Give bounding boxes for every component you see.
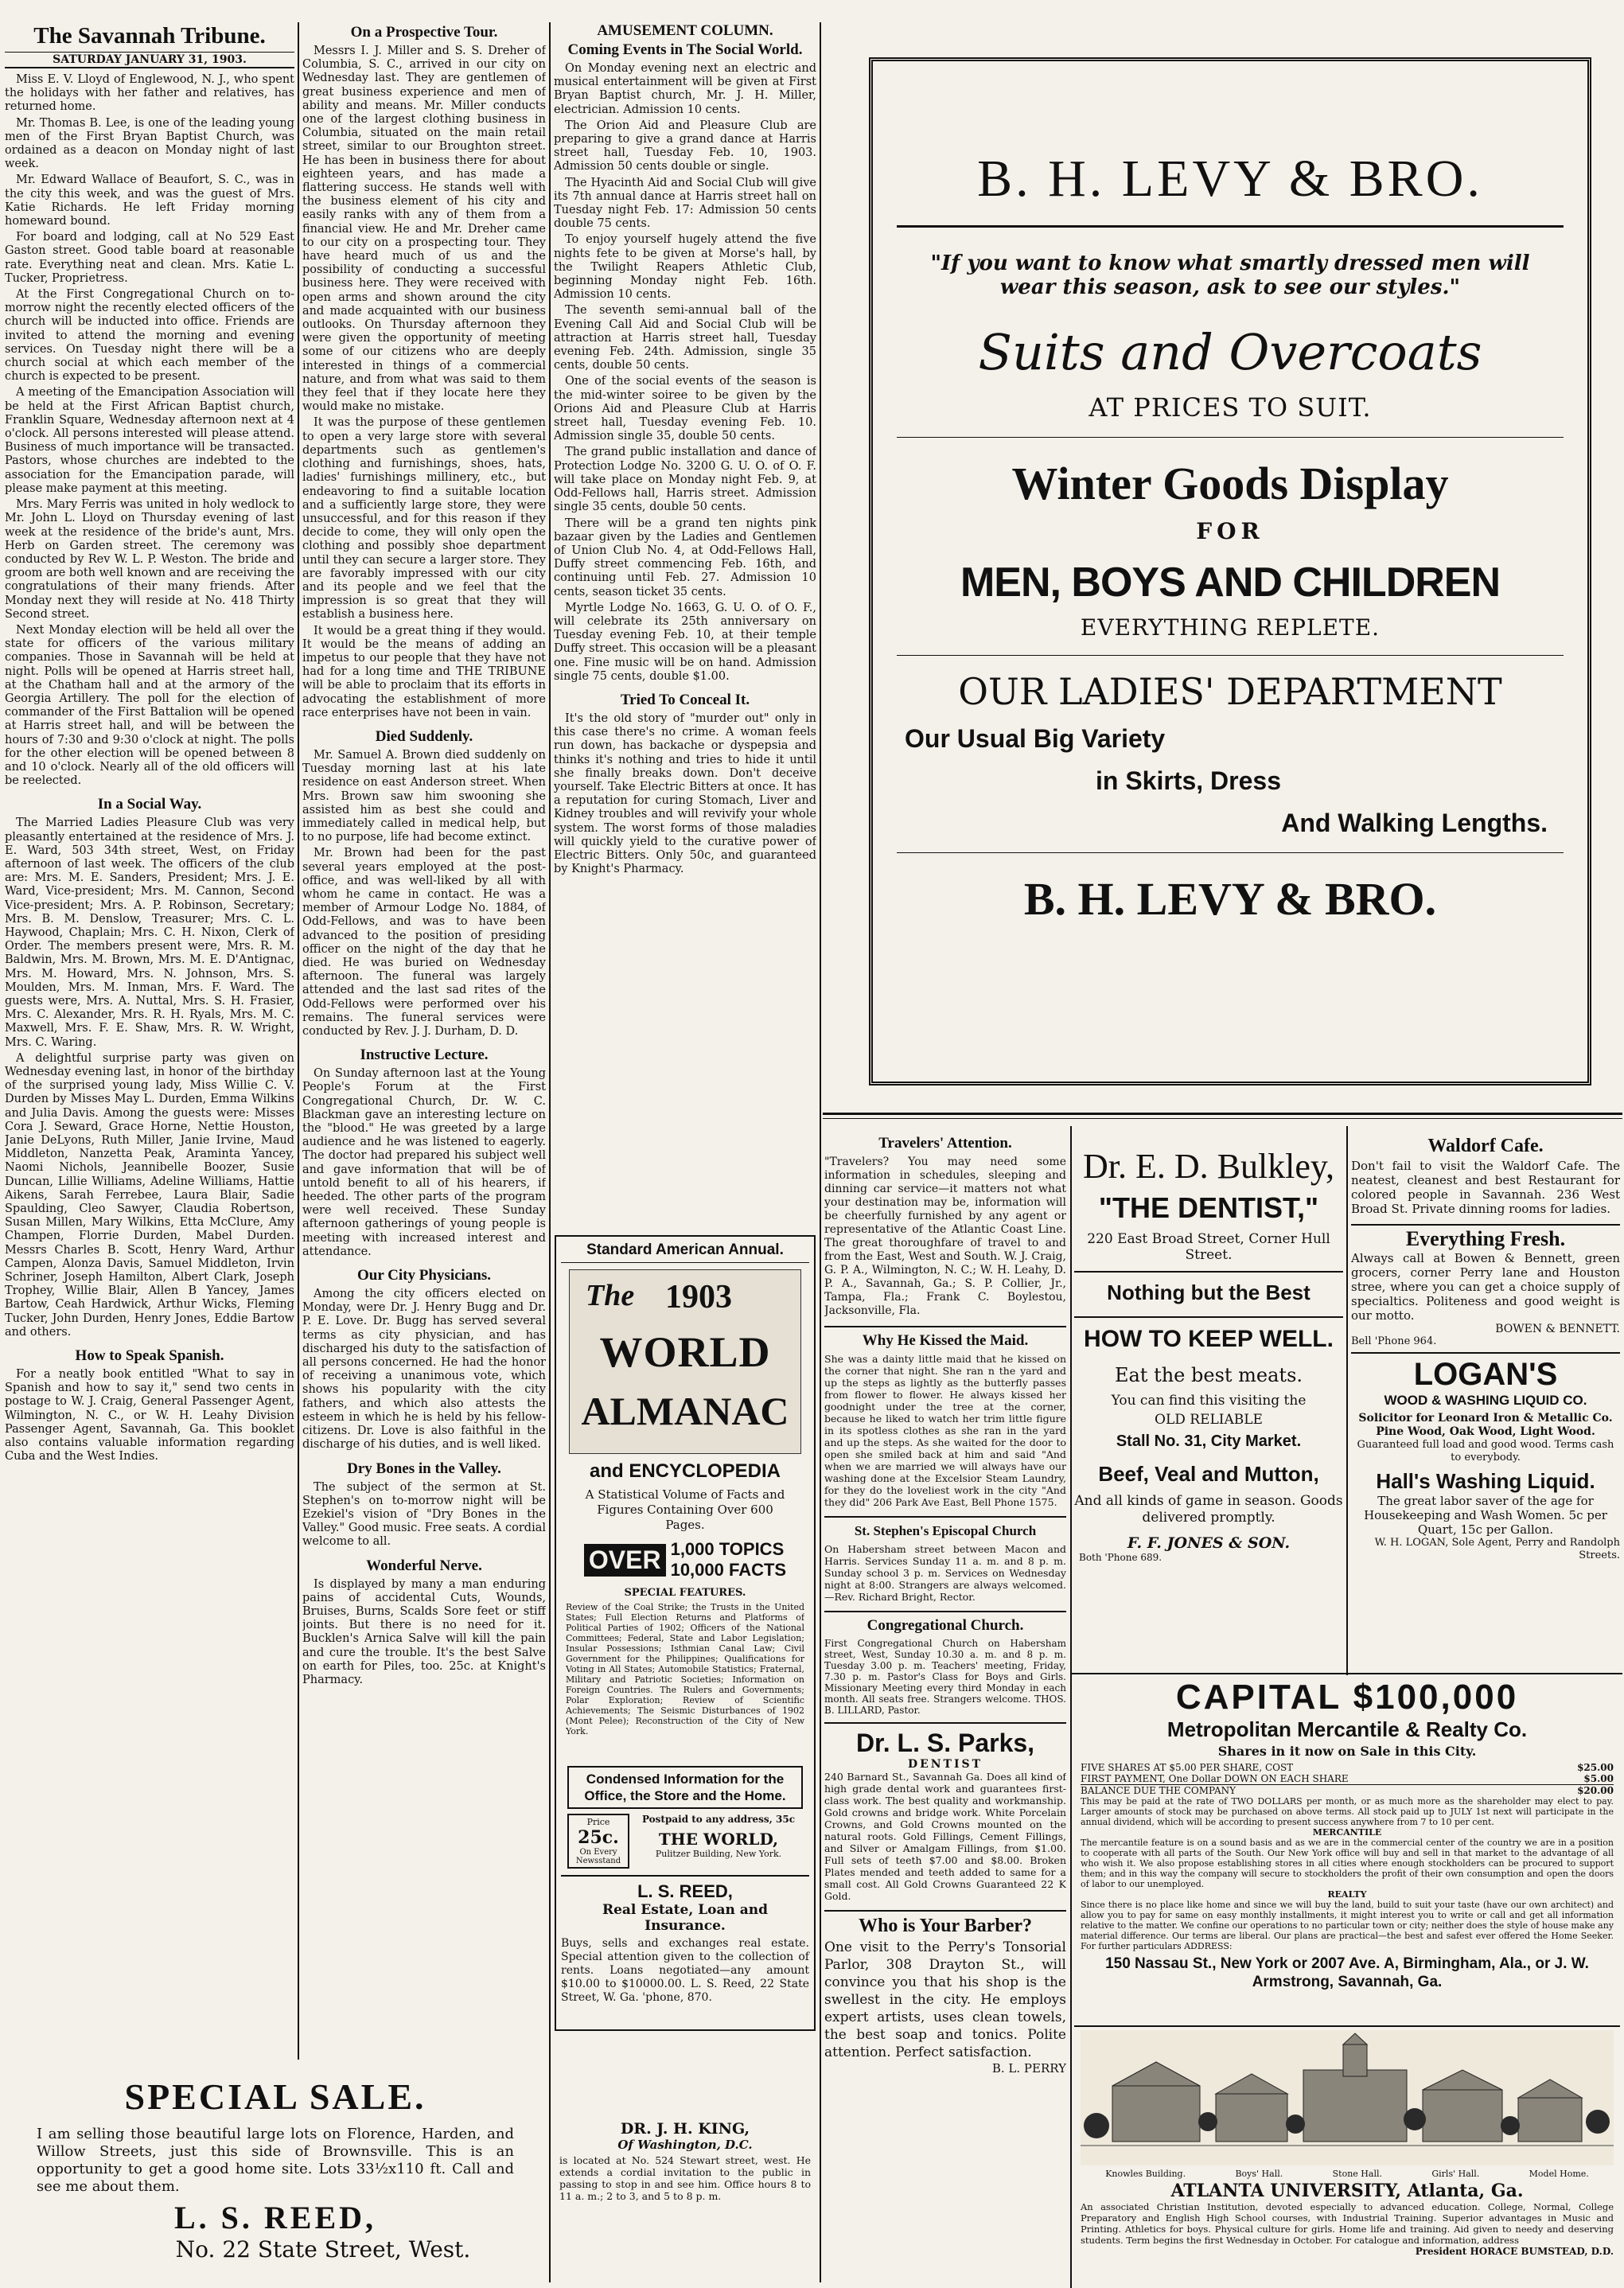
- news-item: Mr. Edward Wallace of Beaufort, S. C., was in the city this week, and was the guest of Mrs. Katie Richards. He left Friday morning homeward bound.: [5, 173, 294, 228]
- campus-caption: Girls' Hall.: [1431, 2169, 1480, 2179]
- congr-heading: Congregational Church.: [824, 1611, 1066, 1634]
- travel-heading: Travelers' Attention.: [878, 1135, 1012, 1152]
- article-paragraph: It's the old story of "murder out" only in this case there's no crime. A woman feels run down, has backache or dyspepsia and thinks it's nothing and tries to hide it until she finally breaks down. Don't deceive yourself. Take Electric Bitters at once. It has a reputation for curing Stomach, Liver and Kidney troubles and will revivify your whole system. The worst forms of those maladies will quickly yield to the curative power of Electric Bitters. Only 50c, and guaranteed by Knight's Pharmacy.: [554, 711, 816, 876]
- barber-signature: B. L. PERRY: [991, 2061, 1066, 2076]
- levy-prices: AT PRICES TO SUIT.: [897, 392, 1564, 438]
- event-item: There will be a grand ten nights pink bazaar given by the Ladies and Gentlemen of Union Club No. 4, at Odd-Fellows Hall, Duffy street commencing Feb. 16th, and continuing until Feb. 27. Admission 10 cents, season ticket 35 cents.: [554, 516, 816, 598]
- logan-heading: LOGAN'S: [1351, 1352, 1620, 1393]
- bulkley-name: Dr. E. D. Bulkley,: [1082, 1147, 1335, 1186]
- column-1: [5, 22, 294, 2091]
- almanac-volume: A Statistical Volume of Facts and Figures Containing Over 600 Pages.: [585, 1487, 785, 1532]
- kissed-heading: Why He Kissed the Maid.: [824, 1326, 1066, 1349]
- levy-name-bottom: B. H. LEVY & BRO.: [1023, 873, 1437, 925]
- section-rule: [823, 1113, 1622, 1115]
- almanac-cover: [569, 1269, 801, 1454]
- capital-text-1: This may be paid at the rate of TWO DOLLARS per month, or as much more as the shareholder may elect to pay. Larger amounts of stock may be purchased on above terms. All stock paid up to JULY 1st next will participate in the annual dividend, which will be according to present success anywhere from 7 to 10 per cent.: [1081, 1796, 1614, 1827]
- fresh-heading: Everything Fresh.: [1351, 1224, 1620, 1247]
- column-rule: [298, 22, 299, 2060]
- column-rule: [1346, 1126, 1348, 1675]
- find-this: You can find this visiting the: [1111, 1393, 1307, 1409]
- sale-name: L. S. REED,: [173, 2200, 377, 2235]
- capital-heading: CAPITAL $100,000: [1175, 1678, 1519, 1717]
- almanac-over: OVER: [584, 1544, 666, 1577]
- capital-shares: Shares in it now on Sale in this City.: [1217, 1744, 1477, 1759]
- capital-sub: Metropolitan Mercantile & Realty Co.: [1166, 1717, 1528, 1741]
- special-sale-ad: [5, 2069, 546, 2280]
- almanac-year: 1903: [665, 1279, 732, 1316]
- atlanta-president: President HORACE BUMSTEAD, D.D.: [1415, 2246, 1614, 2257]
- article-heading: Dry Bones in the Valley.: [347, 1460, 501, 1477]
- article-subheading: Coming Events in The Social World.: [567, 41, 803, 58]
- parks-sub: DENTIST: [907, 1758, 983, 1771]
- news-item: Mr. Thomas B. Lee, is one of the leading young men of the First Bryan Baptist Church, was ordained as a deacon on Monday night of last week.: [5, 116, 294, 171]
- section-rule: [1072, 1673, 1622, 1674]
- article-paragraph: A delightful surprise party was given on Wednesday evening last, in honor of the birthday of the surprised young lady, Miss Willie C. V. Durden by Misses May L. Durden, Emma Wilkins and Julia Davis. Among the guests were: Misses Cora J. Seward, Grace Horne, Nettie Houston, Janie DeLyons, Ruth Miller, Janie Irvine, Maud Middleton, Nanzetta Peak, Araminta Yancey, Naomi Nichols, Jeannibelle Boozer, Susie Duncan, Lillie Williams, Adeline Williams, Hattie Aikens, Sarah Ferrebee, Laura Blair, Sadie Spaulding, Cleo Sawyer, Claudia Robertson, Susan Millen, Mary Wilkins, Etta McClure, Amy Champen, Florrie Durden, Mabel Durden. Messrs Charles B. Scott, Henry Ward, Arthur Campen, Alonza Davis, Samuel Middleton, Irvin Schriner, Joseph Hamilton, Albert Clark, Joseph Trophey, Willie Blair, Allen B Yancey, James Bartow, Ceah Hardwick, Arthur Wicks, Fleming Tucker, John Durden, Henry Jones, Eddie Bartow and others.: [5, 1051, 294, 1339]
- article-paragraph: It would be a great thing if they would. It would be the means of adding an impetus to our people that they have not had for a long time and THE TRIBUNE will be able to proclaim that its efforts in advocating the establishment of more race enterprises have not been in vain.: [302, 624, 546, 719]
- almanac-counts: [561, 1539, 809, 1581]
- levy-name: B. H. LEVY & BRO.: [897, 149, 1564, 228]
- article-heading: Tried To Conceal It.: [620, 691, 750, 708]
- news-item: Miss E. V. Lloyd of Englewood, N. J., who spent the holidays with her father and relatives, has returned home.: [5, 73, 294, 114]
- campus-caption: Knowles Building.: [1105, 2169, 1186, 2179]
- event-item: The Hyacinth Aid and Social Club will give its 7th annual dance at Harris street hall on Tuesday night Feb. 17: Admission 50 cents double 75 cents.: [554, 176, 816, 231]
- bulkley-title: "THE DENTIST,": [1098, 1191, 1319, 1224]
- levy-suits: Suits and Overcoats: [978, 323, 1482, 381]
- stall: Stall No. 31, City Market.: [1116, 1432, 1302, 1450]
- king-sub: Of Washington, D.C.: [617, 2138, 753, 2152]
- jones-phone: Both 'Phone 689.: [1079, 1552, 1163, 1563]
- barber-heading: Who is Your Barber?: [824, 1910, 1066, 1935]
- king-ad: [555, 2117, 816, 2276]
- almanac-top: Standard American Annual.: [561, 1241, 809, 1263]
- article-paragraph: For a neatly book entitled "What to say in Spanish and how to say it," send two cents in postage to W. J. Craig, General Passenger Agent, Wilmington, N. C., or W. H. Leahy Division Passenger Agent, Savannah, Ga. This booklet also contains valuable information regarding Cuba and the West Indies.: [5, 1368, 294, 1464]
- levy-replete: EVERYTHING REPLETE.: [897, 614, 1564, 656]
- logan-guarantee: Guaranteed full load and good wood. Terms cash to everybody.: [1357, 1439, 1614, 1464]
- campus-engraving: [1081, 2030, 1614, 2165]
- levy-quote: "If you want to know what smartly dressed men will wear this season, ask to see our styles.": [930, 251, 1530, 299]
- campus-captions: [1081, 2169, 1614, 2179]
- article-paragraph: Is displayed by many a man enduring pains of accidental Cuts, Wounds, Bruises, Burns, Scalds Sore feet or stiff joints. But there is no need for it. Bucklen's Arnica Salve will kill the pain and cure the trouble. It's the best Salve on earth for Piles, too. 25c. at Knight's Pharmacy.: [302, 1577, 546, 1686]
- article-heading: Our City Physicians.: [356, 1267, 492, 1284]
- levy-for: FOR: [1196, 518, 1264, 544]
- capital-address: 150 Nassau St., New York or 2007 Ave. A, Birmingham, Ala., or J. W. Armstrong, Savannah, Ga.: [1105, 1955, 1589, 1990]
- kissed-text: She was a dainty little maid that he kissed on the corner that night. She ran n the yard and up the steps as lightly as the butterfly passes from flower to flower. He always kissed her goodnight under the tree at the corner, because he liked to watch her trim little figure in its spotless clothes as she ran in the yard and up the steps. As she waited for the door to open she smiled back at him and said "And when we are married we will always have our washing done at the Excelsior Steam Laundry, for they do the loveliest work in the city "And they did" 206 Park Ave East, Bell Phone 1575.: [824, 1353, 1066, 1508]
- sale-text: I am selling those beautiful large lots on Florence, Harden, and Willow Streets, just this side of Brownsville. This is an opportunity to get a good home site. Lots 33½x110 ft. Call and see me about them.: [37, 2126, 514, 2195]
- column-2: [302, 22, 546, 2091]
- levy-winter: Winter Goods Display: [1011, 458, 1449, 509]
- column-rule: [549, 22, 551, 2282]
- capital-mercantile: MERCANTILE: [1312, 1827, 1382, 1838]
- event-item: On Monday evening next an electric and musical entertainment will be given at First Bryan Baptist church, Mr. J. H. Miller, electrician. Admission 10 cents.: [554, 62, 816, 116]
- levy-line-3: And Walking Lengths.: [897, 809, 1564, 853]
- article-paragraph: Messrs I. J. Miller and S. S. Dreher of Columbia, S. C., arrived in our city on Wednesday last. They are gentlemen of great business experience and men of ability and means. Mr. Miller conducts one of the largest clothing business in Columbia, situated on the main retail street, similar to our Broughton street. He has been in business there for about eighteen years, and has made a flattering success. He stands well with the business element of his city and easily ranks with any of them from a financial view. He and Mr. Dreher came to our city on a prospecting tour. They have heard much of us and the possibility of conducting a successful business here. They were received with open arms and shown around the city and made acquainted with our business outlooks. On Thursday afternoon they were given the opportunity of meeting some of our citizens who are deeply interested in things of a commercial nature, and from what was said to them they feel that if they locate here they would make no mistake.: [302, 45, 546, 414]
- article-paragraph: The Married Ladies Pleasure Club was very pleasantly entertained at the residence of Mrs. J. E. Ward, 503 34th street, West, on Friday afternoon of last week. The officers of the club are: Mrs. M. E. Sanders, President; Mrs. J. E. Ward, Vice-president; Mrs. M. Cannon, Second Vice-president; Mrs. A. P. Robinson, Secretary; Mrs. B. M. Denslow, Treasurer; Mrs. C. L. Haywood, Chaplain; Mrs. C. H. Nixon, Clerk of Order. The members present were, Mrs. R. M. Baldwin, Mrs. M. Brown, Mrs. M. E. D'Antignac, Mrs. M. Howard, Mrs. N. Johnson, Mrs. S. Moulden, Mrs. M. Inman, Mrs. F. Ward. The guests were, Mrs. A. Nuttal, Mrs. S. H. Frasier, Mrs. C. Alexander, Mrs. R. H. Ryals, Mrs. M. C. Maxwell, Mrs. F. E. Shaw, Mrs. R. W. Wright, Mrs. C. Waring.: [5, 817, 294, 1049]
- article-heading: How to Speak Spanish.: [75, 1347, 224, 1365]
- parks-text: 240 Barnard St., Savannah Ga. Does all kind of high grade dental work and guarantees first-class work. The best quality and workmanship. Gold crowns and bridge work. White Porcelain Crowns, and Gold Crowns mounted on the natural roots. Gold Fillings, Cement Fillings, and Silver or Amalgam Fillings, from $1.00. Full sets of teeth $7.00 and $8.00. Broken Plates mended and teeth added to same for a small cost. All Gold Crowns Guaranteed 22 K Gold.: [824, 1771, 1066, 1902]
- halls-heading: Hall's Washing Liquid.: [1376, 1469, 1595, 1493]
- news-item: At the First Congregational Church on to-morrow night the recently elected officers of the church will be inducted into office. Friends are invited to attend the morning and evening services. On Tuesday night there will be a church social at which each member of the church is expected to be present.: [5, 288, 294, 384]
- atlanta-ad: [1074, 2025, 1620, 2280]
- halls-agent: W. H. LOGAN, Sole Agent, Perry and Randolph Streets.: [1374, 1537, 1620, 1561]
- article-paragraph: Mr. Brown had been for the past several years employed at the post-office, and was well-liked by all with whom he came in contact. He was a member of Armour Lodge No. 1884, of Odd-Fellows, and was to have been advanced to the position of presiding officer on the night of the day that he died. He was buried on Wednesday afternoon. The funeral was largely attended and the last sad rites of the Odd-Fellows were performed over his remains. The funeral services were conducted by Rev. J. J. Durham, D. D.: [302, 847, 546, 1039]
- levy-ad: [869, 57, 1591, 1086]
- levy-ladies: OUR LADIES' DEPARTMENT: [958, 670, 1502, 713]
- levy-line-1: Our Usual Big Variety: [905, 724, 1166, 753]
- dateline: SATURDAY JANUARY 31, 1903.: [5, 52, 294, 68]
- travel-text: "Travelers? You may need some information in schedules, sleeping and dinning car service—it matters not what your destination may be, information will be cheerfully furnished by any agent or representative of the Atlantic Coast Line. The great thoroughfare of travel to and from the East, West and South. W. J. Craig, G. P. A., Wilmington, N. C.; W. H. Leahy, D. P. A., Savannah, Ga.; S. P. Collier, Jr., Tampa, Fla.; Frank C. Boylestou, Jacksonville, Fla.: [824, 1156, 1066, 1317]
- capital-text-2: The mercantile feature is on a sound basis and as we are in the commercial center of the country we are in a position to cooperate with all parts of the South. Our New York office will buy and sell in that market to the advantage of all who wish it. We also propose establishing stores in all cities where enough stockholders can be procured to support them; and in this way the company will secure to stockholders the profit of their own consumption and open the doors of labor to our unemployed.: [1081, 1838, 1614, 1889]
- article-paragraph: The subject of the sermon at St. Stephen's on to-morrow night will be Ezekiel's vision of "Dry Bones in the Valley." Good music. Free seats. A cordial welcome to all.: [302, 1480, 546, 1549]
- atlanta-text: An associated Christian Institution, devoted especially to advanced education. College, Normal, College Preparatory and English High School courses, with Industrial Training. Superior advantages in Music and Printing. Athletics for boys. Physical culture for girls. Home life and training. Aid given to needy and deserving students. Term begins the first Wednesday in October. For catalogue and information, address: [1081, 2201, 1614, 2246]
- article-paragraph: It was the purpose of these gentlemen to open a very large store with several departments such as gentlemen's clothing and furnishings, shoes, hats, ladies' furnishings millinery, etc., but endeavoring to find a suitable location and a sufficiently large store, they were unsuccessful, and for this reason if they decide to come, they will only open the clothing and possibly shoe department until they can secure a larger store. They are favorably impressed with our city and its people and we feel that the impression is so great that they will establish a business here.: [302, 416, 546, 622]
- article-heading: Instructive Lecture.: [360, 1047, 489, 1064]
- stephen-heading: St. Stephen's Episcopal Church: [824, 1516, 1066, 1539]
- capital-text-3: Since there is no place like home and since we will buy the land, build to suit your taste (have our own architect) and allow you to pay for same on easy monthly installments, it might interest you to write or call and get all information relative to the matter. We confine our operations to no particular town or city; neither does the style of house make any material difference. Our terms are liberal. Our plans are practical—the best and safest ever offered the Home Seeker. For further particulars ADDRESS:: [1081, 1900, 1614, 1951]
- section-rule: [823, 1118, 1622, 1119]
- event-item: To enjoy yourself hugely attend the five nights fete to be given at Morse's hall, by the Twilight Reapers Athletic Club, beginning Monday night Feb. 16th. Admission 10 cents.: [554, 233, 816, 302]
- almanac-encyclopedia: and ENCYCLOPEDIA: [589, 1460, 781, 1482]
- article-paragraph: On Sunday afternoon last at the Young People's Forum at the First Congregational Church, Dr. W. C. Blackman gave an interesting lecture on the "blood." He was greeted by a large audience and he was listened to eagerly. The doctor had prepared his subject well and gave information that will be of untold benefit to all of his hearers, if heeded. The other parts of the program were well received. These Sunday afternoon gatherings of young people is meeting with increased interest and attendance.: [302, 1067, 546, 1258]
- event-item: One of the social events of the season is the mid-winter soiree to be given by the Orions Aid and Pleasure Club at Harris street hall, Tuesday evening Feb. 10. Admission single 35, double 50 cents.: [554, 375, 816, 443]
- event-item: The Orion Aid and Pleasure Club are preparing to give a grand dance at Harris street hall, Tuesday Feb. 10, 1903. Admission 50 cents double or single.: [554, 119, 816, 173]
- almanac-facts: 10,000 FACTS: [670, 1560, 787, 1580]
- fresh-text: Always call at Bowen & Bennett, green grocers, corner Perry lane and Houston stree, where you can get a choice supply of specialtics. Politeness and good weight is our motto.: [1351, 1251, 1620, 1323]
- masthead: The Savannah Tribune.: [33, 23, 266, 49]
- beef: Beef, Veal and Mutton,: [1098, 1462, 1319, 1486]
- news-item: A meeting of the Emancipation Association will be held at the First African Baptist church, Franklin Square, Wednesday afternoon next at 4 o'clock. All persons interested will please attend. Business of much importance will be transacted. Pastors, whose churches are indebted to the association for the Emancipation parade, will please make payment at this meeting.: [5, 386, 294, 495]
- almanac-special-text: Review of the Coal Strike; the Trusts in the United States; Full Election Returns and Platforms of Political Parties of 1902; Officers of the National Committees; Federal, State and Labor Legislation; Insular Possessions; Isthmian Canal Law; Civil Government for the Philippines; Qualifications for Voting in All States; Automobile Statistics; Fraternal, Military and Patriotic Societies; Information on Foreign Countries. The Rulers and Governments; Polar Exploration; Review of Scientific Achievements; The Seismic Disturbances of 1902 (Mont Pelee); Reconstruction of the City of New York.: [566, 1602, 804, 1736]
- waldorf-heading: Waldorf Cafe.: [1427, 1136, 1544, 1156]
- waldorf-column: [1351, 1130, 1620, 1671]
- bowen-phone: Bell 'Phone 964.: [1351, 1335, 1437, 1347]
- logan-sub: WOOD & WASHING LIQUID CO.: [1384, 1393, 1587, 1408]
- reed-ad-heading: L. S. REED,: [637, 1881, 733, 1901]
- bulkley-best: Nothing but the Best: [1074, 1271, 1343, 1305]
- bulkley-address: 220 East Broad Street, Corner Hull Street.: [1087, 1231, 1330, 1263]
- campus-caption: Model Home.: [1529, 2169, 1589, 2179]
- almanac-special: SPECIAL FEATURES.: [624, 1587, 746, 1599]
- event-item: Myrtle Lodge No. 1663, G. U. O. of O. F., will celebrate its 25th anniversary on Tuesday evening Feb. 10, at their temple Duffy street. This occasion will be a pleasant one. Fine music will be on hand. Admission single 75 cents, double $1.00.: [554, 601, 816, 683]
- parks-heading: Dr. L. S. Parks,: [824, 1722, 1066, 1758]
- campus-caption: Stone Hall.: [1332, 2169, 1382, 2179]
- almanac-condensed: Condensed Information for the Office, the Store and the Home.: [567, 1766, 803, 1809]
- event-item: The grand public installation and dance of Protection Lodge No. 3200 G. U. O. of O. F. will take place on Monday night Feb. 9, at Odd-Fellows hall, Harris street. Admission single 35 cents, double 50 cents.: [554, 446, 816, 514]
- king-text: is located at No. 524 Stewart street, west. He extends a cordial invitation to the public in passing to stop in and see him. Office hours 8 to 11 a. m.; 2 to 3, and 5 to 8 p. m.: [559, 2154, 811, 2202]
- lower-ads-column: [824, 1130, 1066, 2284]
- article-paragraph: Mr. Samuel A. Brown died suddenly on Tuesday morning last at his late residence on east Anderson street. When Mrs. Brown saw him swooning she assisted him as best she could and immediately called in medical help, but to no purpose, life had become extinct.: [302, 748, 546, 844]
- almanac-ad: Standard American Annual. The 1903 WORLD ALMANAC and ENCYCLOPEDIA A Statistical Volume of Facts and Figures Containing Over 600 Pages. OVER 1,000 TOPICS 10,000 FACTS SPECIAL FEATURES. Review of the Coal Strike; the Trusts in the United States; Full Election Returns and Platforms of Political Parties of 1902; Officers of the National Committees; Federal, State and Labor Legislation; Insular Possessions; Isthmian Canal Law; Civil Government for the Philippines; Qualifications for Voting in All States; Automobile Statistics; Fraternal, Military and Patriotic Societies; Information on Foreign Countries. The Rulers and Governments; Polar Exploration; Review of Scientific Achievements; The Seismic Disturbances of 1902 (Mont Pelee); Reconstruction of the City of New York. Condensed Information for the Office, the Store and the Home. Price 25c. On Every Newsstand Postpaid to any address, 35c THE WORLD, Pulitzer Building, New York. L. S. REED, Real Estate, Loan and Insurance. Buys, sells and exchanges real estate. Special attention given to the collection of rents. Loans negotiated—any amount $10.00 to $10000.00. L. S. Reed, 22 State Street, W. Ga. 'phone, 870.: [555, 1235, 816, 2031]
- levy-men: MEN, BOYS AND CHILDREN: [960, 559, 1501, 606]
- news-item: Mrs. Mary Ferris was united in holy wedlock to Mr. John L. Lloyd on Thursday evening of last week at the residence of the bride's aunt, Mrs. Herb on Garden street. The ceremony was conducted by Rev W. L. P. Weston. The bride and groom are both well known and are receiving the congratulations of their many friends. After Monday next they will reside at No. 418 Thirty Second street.: [5, 498, 294, 621]
- reed-ad-sub: Real Estate, Loan and Insurance.: [602, 1902, 769, 1934]
- article-heading: Died Suddenly.: [375, 727, 473, 745]
- levy-line-2: in Skirts, Dress: [1096, 766, 1281, 795]
- atlanta-heading: ATLANTA UNIVERSITY, Atlanta, Ga.: [1170, 2181, 1524, 2201]
- barber-text: One visit to the Perry's Tonsorial Parlor, 308 Drayton St., will convince you that his shop is the swellest in the city. He employs expert artists, uses clean towels, the best soap and tonics. Polite attention. Perfect satisfaction.: [824, 1939, 1066, 2060]
- eat-best: Eat the best meats.: [1114, 1364, 1303, 1386]
- article-heading: Wonderful Nerve.: [366, 1557, 482, 1574]
- capital-ad: CAPITAL $100,000 Metropolitan Mercantile & Realty Co. Shares in it now on Sale in this City. FIVE SHARES AT $5.00 PER SHARE, COST $25.00 FIRST PAYMENT, One Dollar DOWN ON EACH SHARE $5.00 BALANCE DUE THE COMPANY $20.00 This may be paid at the rate of TWO DOLLARS per month, or as much more as the shareholder may elect to pay. Larger amounts of stock may be purchased on above terms. All stock paid up to JULY 1st next will participate in the annual dividend, which will be according to present success anywhere from 7 to 10 per cent. MERCANTILE The mercantile feature is on a sound basis and as we are in the commercial center of the country we are in a position to cooperate with all parts of the South. Our New York office will buy and sell in that market to the advantage of all who wish it. We also propose establishing stores in all cities where enough stockholders can be procured to support them; and in this way the company will secure to stockholders the profit of their own consumption and open the doors of labor to our unemployed. REALTY Since there is no place like home and since we will buy the land, build to suit your taste (have our own architect) and allow you to pay for same on easy monthly installments, it might interest you to write or call and get all information relative to the matter. We confine our operations to no particular town or city; neither does the style of house make any material difference. Our terms are liberal. Our plans are practical—the best and safest ever offered the Home Seeker. For further particulars ADDRESS: 150 Nassau St., New York or 2007 Ave. A, Birmingham, Ala., or J. W. Armstrong, Savannah, Ga.: [1081, 1678, 1614, 1990]
- jones: F. F. JONES & SON.: [1127, 1534, 1291, 1552]
- article-heading: In a Social Way.: [97, 796, 202, 813]
- congr-text: First Congregational Church on Habersham street, West, Sunday 10.30 a. m. and 8 p. m. Tuesday 3.00 p. m. Teachers' meeting, Friday, 7.30 p. m. Pastor's Class for Boys and Girls. Missionary Meeting every third Monday in each month. All seats free. Strangers welcome. THOS. B. LILLARD, Pastor.: [824, 1638, 1066, 1716]
- stephen-text: On Habersham street between Macon and Harris. Services Sunday 11 a. m. and 8 p. m. Sunday school 3 p. m. Services on Wednesday night at 8:00. Strangers are always welcomed.—Rev. Richard Bright, Rector.: [824, 1543, 1066, 1603]
- almanac-price-box: Price 25c. On Every Newsstand: [567, 1814, 629, 1869]
- article-heading: On a Prospective Tour.: [350, 24, 498, 41]
- column-rule: [1070, 1126, 1072, 2288]
- old-reliable: OLD RELIABLE: [1155, 1412, 1263, 1428]
- bulkley-ad: [1074, 1130, 1343, 1671]
- reed-ad-text: Buys, sells and exchanges real estate. Special attention given to the collection of rents. Loans negotiated—any amount $10.00 to $10000.00. L. S. Reed, 22 State Street, W. Ga. 'phone, 870.: [561, 1937, 809, 2004]
- article-paragraph: Among the city officers elected on Monday, were Dr. J. Henry Bugg and Dr. P. E. Love. Dr. Bugg has served several terms as city physician, and has discharged his duty to the satisfaction of all persons concerned. He had the honor of receiving a unanimous vote, which shows his popularity with the city fathers, and which also attests the esteem in which he is held by his fellow-citizens. Dr. Love is also faithful in the discharge of his duties, and is well liked.: [302, 1288, 546, 1452]
- waldorf-text: Don't fail to visit the Waldorf Cafe. The neatest, cleanest and best Restaurant for colored people in Savannah. 236 West Broad St. Private dinning rooms for ladies.: [1351, 1159, 1620, 1216]
- sale-heading: SPECIAL SALE.: [124, 2076, 426, 2117]
- capital-realty: REALTY: [1327, 1889, 1367, 1900]
- column-rule: [820, 22, 821, 2282]
- halls-text: The great labor saver of the age for Housekeeping and Wash Women. 5c per Quart, 15c per Gallon.: [1364, 1494, 1607, 1537]
- sale-address: No. 22 State Street, West.: [175, 2236, 471, 2263]
- campus-caption: Boys' Hall.: [1235, 2169, 1283, 2179]
- news-item: For board and lodging, call at No 529 East Gaston street. Good table board at reasonable rate. Everything neat and clean. Mrs. Katie L. Tucker, Proprietress.: [5, 231, 294, 285]
- keep-well: HOW TO KEEP WELL.: [1074, 1316, 1343, 1353]
- event-item: The seventh semi-annual ball of the Evening Call Aid and Social Club will be attraction at Harris street hall, Tuesday evening Feb. 24th. Admission, single 35 cents, double 50 cents.: [554, 304, 816, 372]
- almanac-topics: 1,000 TOPICS: [670, 1539, 785, 1559]
- game: And all kinds of game in season. Goods delivered promptly.: [1074, 1493, 1343, 1526]
- king-heading: DR. J. H. KING,: [620, 2120, 750, 2138]
- almanac-the: The: [586, 1279, 635, 1312]
- news-item: Next Monday election will be held all over the state for officers of the various military companies. Those in Savannah will be held at night. Polls will be opened at Harris street hall, at the Chatham hall and at the armory of the Georgia Artillery. The poll for the election of commander of the First Battalion will be opened at Harris street hall, and will be between the hours of 7:30 and 9:30 o'clock at night. The polls for the other election will be opened between 8 and 10 o'clock. Nearly all of the old officers will be reelected.: [5, 623, 294, 788]
- bowen-bennett: BOWEN & BENNETT.: [1495, 1323, 1620, 1335]
- amusement-heading: AMUSEMENT COLUMN.: [597, 22, 773, 39]
- almanac-world: WORLD: [599, 1328, 771, 1376]
- almanac-almanac: ALMANAC: [581, 1389, 789, 1433]
- logan-text: Solicitor for Leonard Iron & Metallic Co. Pine Wood, Oak Wood, Light Wood.: [1358, 1412, 1613, 1438]
